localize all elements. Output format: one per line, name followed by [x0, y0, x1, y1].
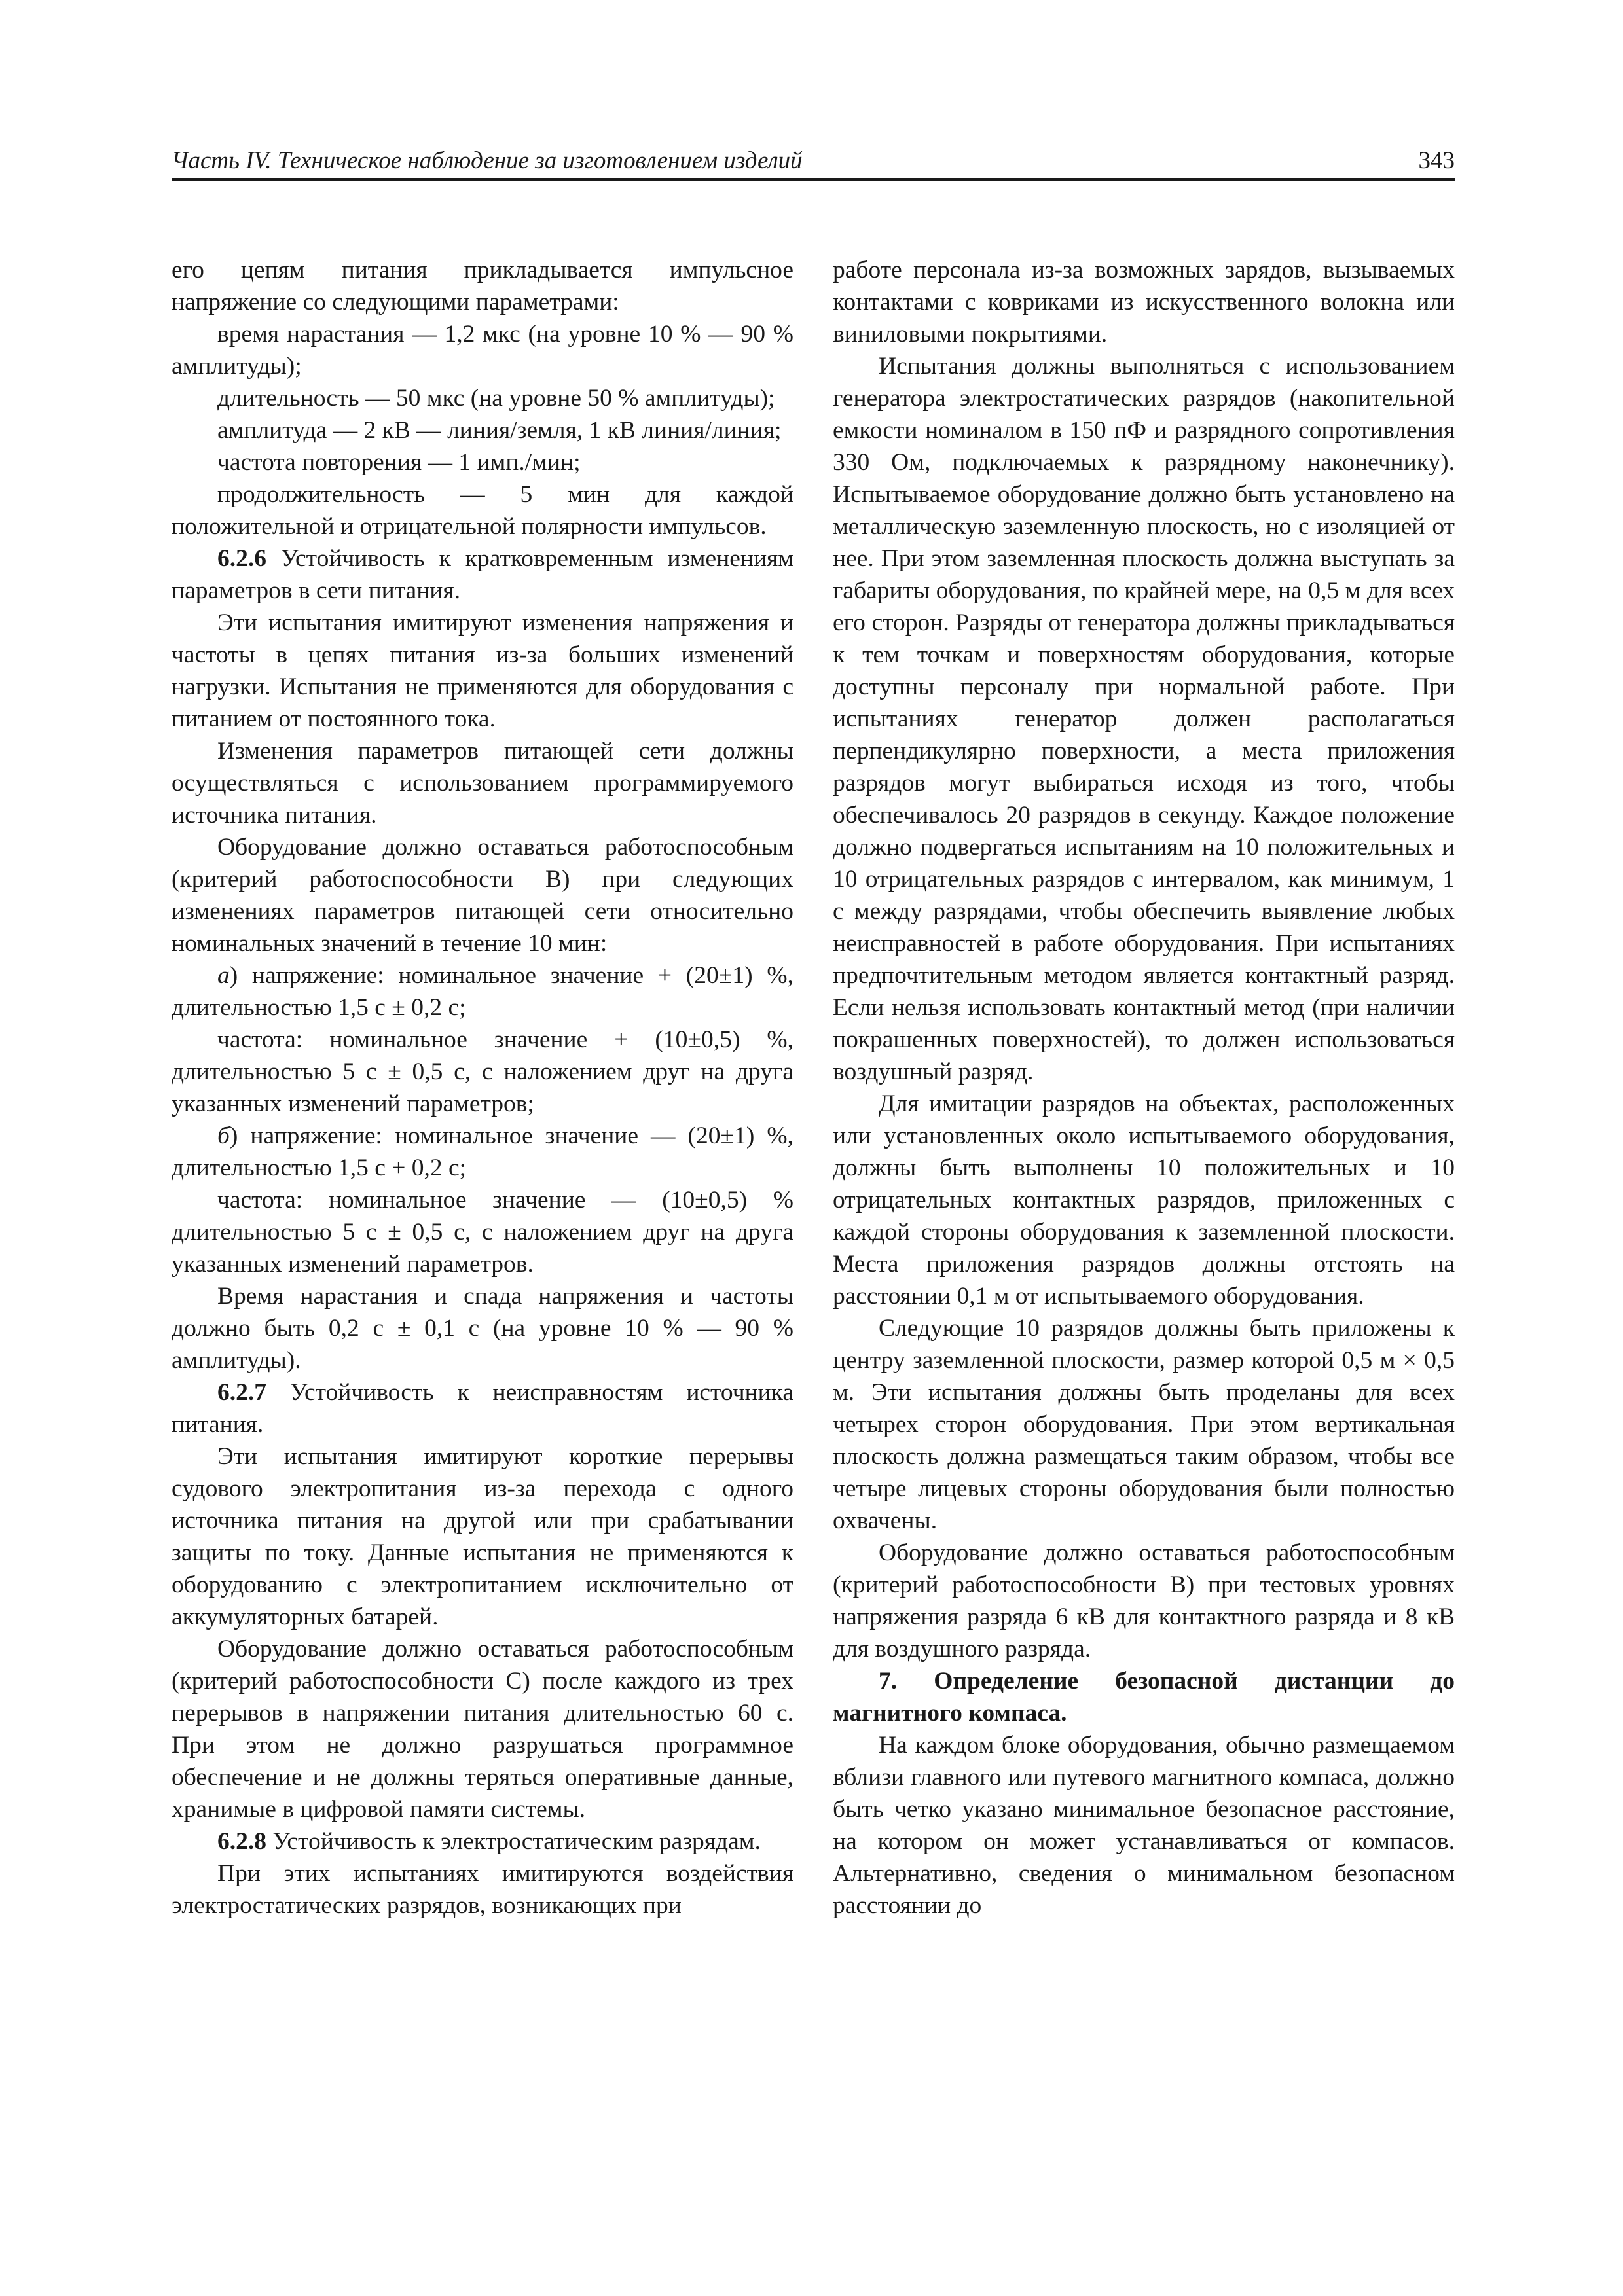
section-number: 6.2.8 [217, 1828, 266, 1855]
section-7-heading [833, 1665, 1455, 1729]
paragraph: Следующие 10 разрядов должны быть приложены к центру заземленной плоскости, размер которой 0,5 м × 0,5 м. Эти испытания должны быть проделаны для всех четырех сторон оборудования. При этом вертикальная плоскость должна размещаться таким образом, чтобы все четыре лицевых стороны оборудования были полностью охвачены. [833, 1315, 1455, 1534]
header-title: Часть IV. Техническое наблюдение за изготовлением изделий [172, 147, 803, 174]
paragraph: При этих испытаниях имитируются воздействия электростатических разрядов, возникающих при [172, 1860, 793, 1919]
paragraph: его цепям питания прикладывается импульсное напряжение со следующими параметрами: [172, 257, 793, 315]
paragraph: Время нарастания и спада напряжения и частоты должно быть 0,2 с ± 0,1 с (на уровне 10 % — 90 % амплитуды). [172, 1283, 793, 1374]
paragraph: амплитуда — 2 кВ — линия/земля, 1 кВ линия/линия; [217, 417, 782, 444]
paragraph: частота повторения — 1 имп./мин; [217, 449, 581, 476]
paragraph: Оборудование должно оставаться работоспособным (критерий работоспособности C) после каждого из трех перерывов в напряжении питания длительностью 60 с. При этом не должно разрушаться программное обеспечение и не должны теряться оперативные данные, хранимые в цифровой памяти системы. [172, 1636, 793, 1823]
section-number: 6.2.6 [217, 545, 266, 572]
paragraph: Эти испытания имитируют изменения напряжения и частоты в цепях питания из-за больших изменений нагрузки. Испытания не применяются для оборудования с питанием от постоянного тока. [172, 609, 793, 732]
page-number: 343 [1418, 147, 1455, 174]
paragraph: На каждом блоке оборудования, обычно размещаемом вблизи главного или путевого магнитного компаса, должно быть четко указано минимальное безопасное расстояние, на котором он может устанавливаться от компасов. Альтернативно, сведения о минимальном безопасном расстоянии до [833, 1732, 1455, 1919]
paragraph: частота: номинальное значение + (10±0,5) %, длительностью 5 с ± 0,5 с, с наложением друг на друга указанных изменений параметров; [172, 1026, 793, 1117]
list-item-b [172, 1120, 793, 1184]
section-6-2-8 [172, 1825, 793, 1857]
item-label: б [217, 1122, 230, 1149]
paragraph: Изменения параметров питающей сети должны осуществляться с использованием программируемого источника питания. [172, 738, 793, 829]
paragraph: время нарастания — 1,2 мкс (на уровне 10 % — 90 % амплитуды); [172, 321, 793, 380]
section-title: Устойчивость к неисправностям источника питания. [172, 1379, 793, 1438]
section-6-2-7 [172, 1376, 793, 1441]
paragraph: Оборудование должно оставаться работоспособным (критерий работоспособности B) при следующих изменениях параметров питающей сети относительно номинальных значений в течение 10 мин: [172, 834, 793, 957]
paragraph: продолжительность — 5 мин для каждой положительной и отрицательной полярности импульсов. [172, 481, 793, 540]
paragraph: Испытания должны выполняться с использованием генератора электростатических разрядов (накопительной емкости номиналом в 150 пФ и разрядного сопротивления 330 Ом, подключаемых к разрядному наконечнику). Испытываемое оборудование должно быть установлено на металлическую заземленную плоскость, но с изоляцией от нее. При этом заземленная плоскость должна выступать за габариты оборудования, по крайней мере, на 0,5 м для всех его сторон. Разряды от генератора должны прикладываться к тем точкам и поверхностям оборудования, которые доступны персоналу при нормальной работе. При испытаниях генератор должен располагаться перпендикулярно поверхности, а места приложения разрядов могут выбираться исходя из того, чтобы обеспечивалось 20 разрядов в секунду. Каждое положение должно подвергаться испытаниям на 10 положительных и 10 отрицательных разрядов с интервалом, как минимум, 1 с между разрядами, чтобы обеспечить выявление любых неисправностей в работе оборудования. При испытаниях предпочтительным методом является контактный разряд. Если нельзя использовать контактный метод (при наличии покрашенных поверхностей), то должен использоваться воздушный разряд. [833, 353, 1455, 1085]
item-text: ) напряжение: номинальное значение + (20±1) %, длительностью 1,5 с ± 0,2 с; [172, 962, 793, 1021]
section-heading: 7. Определение безопасной дистанции до магнитного компаса. [833, 1668, 1455, 1727]
left-column [172, 254, 793, 1922]
section-6-2-6 [172, 543, 793, 607]
right-column [833, 254, 1455, 1922]
paragraph: Оборудование должно оставаться работоспособным (критерий работоспособности B) при тестовых уровнях напряжения разряда 6 кВ для контактного разряда и 8 кВ для воздушного разряда. [833, 1539, 1455, 1662]
item-label: а [217, 962, 230, 989]
section-title: Устойчивость к электростатическим разрядам. [266, 1828, 761, 1855]
section-title: Устойчивость к кратковременным изменениям параметров в сети питания. [172, 545, 793, 604]
list-item-a [172, 960, 793, 1024]
running-header [172, 144, 1455, 181]
paragraph: Эти испытания имитируют короткие перерывы судового электропитания из-за перехода с одного источника питания на другой или при срабатывании защиты по току. Данные испытания не применяются к оборудованию с электропитанием исключительно от аккумуляторных батарей. [172, 1443, 793, 1630]
paragraph: Для имитации разрядов на объектах, расположенных или установленных около испытываемого оборудования, должны быть выполнены 10 положительных и 10 отрицательных контактных разрядов, приложенных с каждой стороны оборудования к заземленной плоскости. Места приложения разрядов должны отстоять на расстоянии 0,1 м от испытываемого оборудования. [833, 1090, 1455, 1310]
paragraph: длительность — 50 мкс (на уровне 50 % амплитуды); [217, 385, 775, 412]
section-number: 6.2.7 [217, 1379, 266, 1406]
paragraph: работе персонала из-за возможных зарядов, вызываемых контактами с ковриками из искусственного волокна или виниловыми покрытиями. [833, 257, 1455, 348]
paragraph: частота: номинальное значение — (10±0,5) % длительностью 5 с ± 0,5 с, с наложением друг на друга указанных изменений параметров. [172, 1187, 793, 1278]
item-text: ) напряжение: номинальное значение — (20±1) %, длительностью 1,5 с + 0,2 с; [172, 1122, 793, 1181]
